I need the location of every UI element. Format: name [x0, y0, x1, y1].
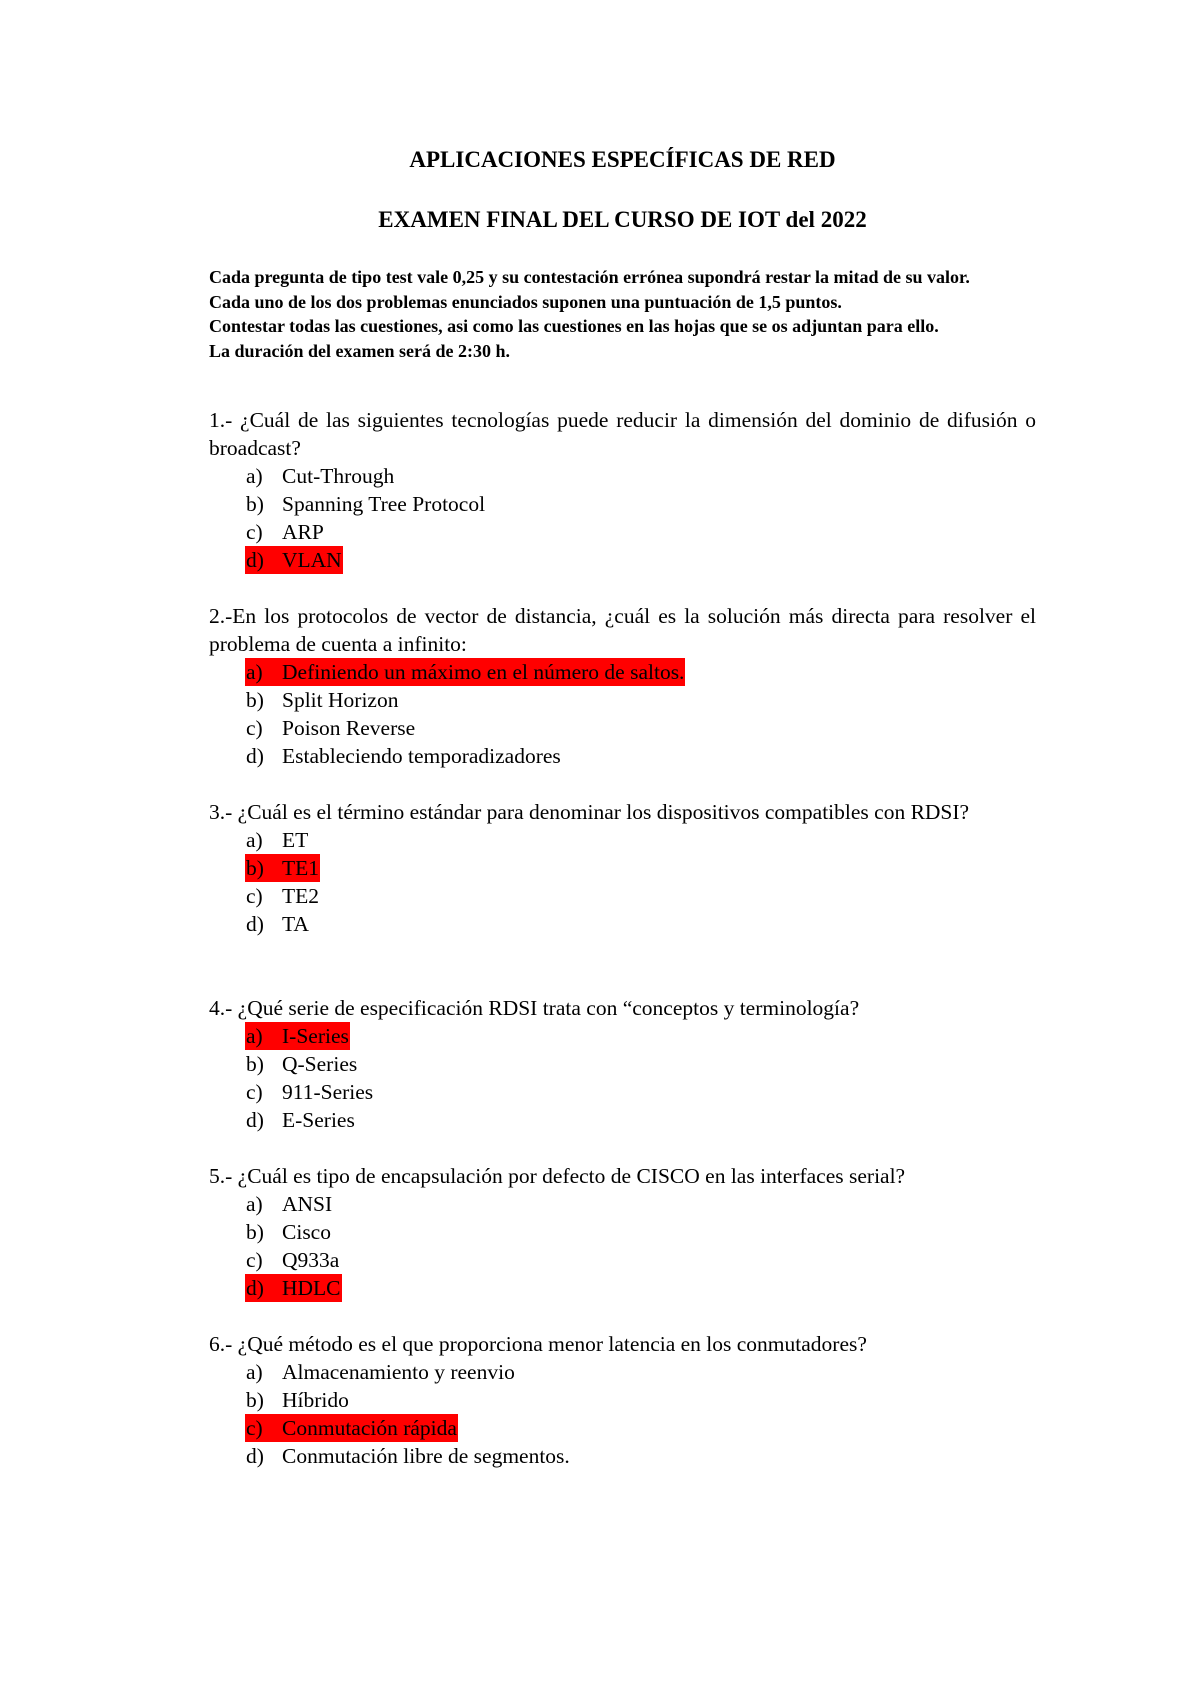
question-2 — [209, 602, 1036, 770]
exam-instructions — [209, 265, 1036, 363]
document-title: APLICACIONES ESPECÍFICAS DE RED — [409, 147, 836, 172]
question-text: 6.- ¿Qué método es el que proporciona menor latencia en los conmutadores? — [209, 1332, 867, 1356]
option-item — [245, 1386, 1036, 1414]
option-text: ET — [282, 828, 309, 852]
question-3 — [209, 798, 1036, 938]
option-text: Conmutación libre de segmentos. — [282, 1444, 570, 1468]
option-item — [245, 742, 1036, 770]
option-item — [245, 1414, 1036, 1442]
option-item — [245, 714, 1036, 742]
option-item — [245, 518, 1036, 546]
option-letter: d) — [246, 1444, 264, 1468]
option-list — [209, 826, 1036, 938]
option-letter: c) — [246, 1248, 263, 1272]
option-text: Cut-Through — [282, 464, 395, 488]
option-letter: b) — [246, 492, 264, 516]
option-highlight — [245, 1218, 332, 1246]
option-letter: d) — [246, 912, 264, 936]
option-highlight — [245, 826, 309, 854]
option-text: TE1 — [282, 856, 320, 880]
option-highlight — [245, 910, 310, 938]
question-text: 1.- ¿Cuál de las siguientes tecnologías puede reducir la dimensión del dominio de difusión o broadcast? — [209, 408, 1036, 460]
option-text: TA — [282, 912, 309, 936]
option-letter: c) — [246, 716, 263, 740]
option-highlight — [245, 1442, 571, 1470]
option-highlight — [245, 1022, 350, 1050]
option-text: Estableciendo temporadizadores — [282, 744, 561, 768]
option-text: Q-Series — [282, 1052, 358, 1076]
option-item — [245, 546, 1036, 574]
option-highlight — [245, 462, 395, 490]
option-text: TE2 — [282, 884, 320, 908]
question-text: 5.- ¿Cuál es tipo de encapsulación por defecto de CISCO en las interfaces serial? — [209, 1164, 906, 1188]
option-letter: a) — [246, 1024, 263, 1048]
option-letter: a) — [246, 828, 263, 852]
option-letter: c) — [246, 884, 263, 908]
option-text: Q933a — [282, 1248, 340, 1272]
option-item — [245, 910, 1036, 938]
instruction-line: Contestar todas las cuestiones, asi como las cuestiones en las hojas que se os adjuntan para ello. — [209, 316, 939, 336]
option-highlight — [245, 1050, 358, 1078]
option-text: Split Horizon — [282, 688, 399, 712]
option-letter: c) — [246, 1416, 263, 1440]
option-highlight — [245, 1358, 516, 1386]
option-text: ARP — [282, 520, 324, 544]
option-highlight — [245, 1246, 340, 1274]
option-item — [245, 686, 1036, 714]
option-list — [209, 1022, 1036, 1134]
option-highlight — [245, 490, 486, 518]
option-letter: d) — [246, 1108, 264, 1132]
option-letter: b) — [246, 856, 264, 880]
option-text: Spanning Tree Protocol — [282, 492, 486, 516]
option-letter: c) — [246, 1080, 263, 1104]
question-text: 3.- ¿Cuál es el término estándar para denominar los dispositivos compatibles con RDSI? — [209, 800, 970, 824]
question-text: 4.- ¿Qué serie de especificación RDSI trata con “conceptos y terminología? — [209, 996, 860, 1020]
option-item — [245, 1358, 1036, 1386]
option-text: ANSI — [282, 1192, 333, 1216]
option-letter: a) — [246, 1192, 263, 1216]
option-text: 911-Series — [282, 1080, 374, 1104]
option-item — [245, 1050, 1036, 1078]
option-highlight — [245, 1414, 458, 1442]
option-text: Conmutación rápida — [282, 1416, 457, 1440]
option-item — [245, 882, 1036, 910]
option-letter: b) — [246, 688, 264, 712]
option-highlight — [245, 1274, 342, 1302]
option-highlight — [245, 658, 685, 686]
option-item — [245, 854, 1036, 882]
option-highlight — [245, 546, 343, 574]
option-text: Poison Reverse — [282, 716, 416, 740]
option-item — [245, 462, 1036, 490]
option-letter: d) — [246, 548, 264, 572]
option-letter: b) — [246, 1388, 264, 1412]
option-letter: b) — [246, 1052, 264, 1076]
option-text: Híbrido — [282, 1388, 349, 1412]
instruction-line: La duración del examen será de 2:30 h. — [209, 340, 510, 361]
option-letter: c) — [246, 520, 263, 544]
option-item — [245, 1078, 1036, 1106]
option-letter: a) — [246, 660, 263, 684]
option-item — [245, 1246, 1036, 1274]
question-4 — [209, 994, 1036, 1134]
option-text: Definiendo un máximo en el número de saltos. — [282, 660, 685, 684]
question-1 — [209, 406, 1036, 574]
option-item — [245, 1274, 1036, 1302]
option-text: I-Series — [282, 1024, 349, 1048]
option-item — [245, 490, 1036, 518]
instruction-line: Cada pregunta de tipo test vale 0,25 y su contestación errónea supondrá restar la mitad de su valor. — [209, 267, 970, 287]
option-letter: d) — [246, 744, 264, 768]
option-list — [209, 658, 1036, 770]
option-item — [245, 658, 1036, 686]
question-text: 2.-En los protocolos de vector de distancia, ¿cuál es la solución más directa para resolver el problema de cuenta a infinito: — [209, 604, 1036, 656]
option-item — [245, 1190, 1036, 1218]
option-highlight — [245, 686, 399, 714]
instruction-line: Cada uno de los dos problemas enunciados suponen una puntuación de 1,5 puntos. — [209, 291, 842, 312]
question-5 — [209, 1162, 1036, 1302]
option-list — [209, 1358, 1036, 1470]
option-text: Cisco — [282, 1220, 331, 1244]
option-highlight — [245, 1190, 333, 1218]
option-highlight — [245, 854, 320, 882]
option-text: E-Series — [282, 1108, 355, 1132]
option-item — [245, 1442, 1036, 1470]
option-letter: d) — [246, 1276, 264, 1300]
option-item — [245, 1218, 1036, 1246]
option-text: VLAN — [282, 548, 342, 572]
option-highlight — [245, 1078, 374, 1106]
question-6 — [209, 1330, 1036, 1470]
option-letter: a) — [246, 1360, 263, 1384]
option-highlight — [245, 742, 562, 770]
option-highlight — [245, 714, 416, 742]
option-text: Almacenamiento y reenvio — [282, 1360, 515, 1384]
option-letter: a) — [246, 464, 263, 488]
option-highlight — [245, 518, 325, 546]
option-list — [209, 462, 1036, 574]
option-letter: b) — [246, 1220, 264, 1244]
option-highlight — [245, 1106, 356, 1134]
option-list — [209, 1190, 1036, 1302]
option-item — [245, 1022, 1036, 1050]
option-item — [245, 826, 1036, 854]
option-item — [245, 1106, 1036, 1134]
option-text: HDLC — [282, 1276, 341, 1300]
option-highlight — [245, 1386, 350, 1414]
option-highlight — [245, 882, 320, 910]
document-subtitle: EXAMEN FINAL DEL CURSO DE IOT del 2022 — [378, 207, 867, 232]
